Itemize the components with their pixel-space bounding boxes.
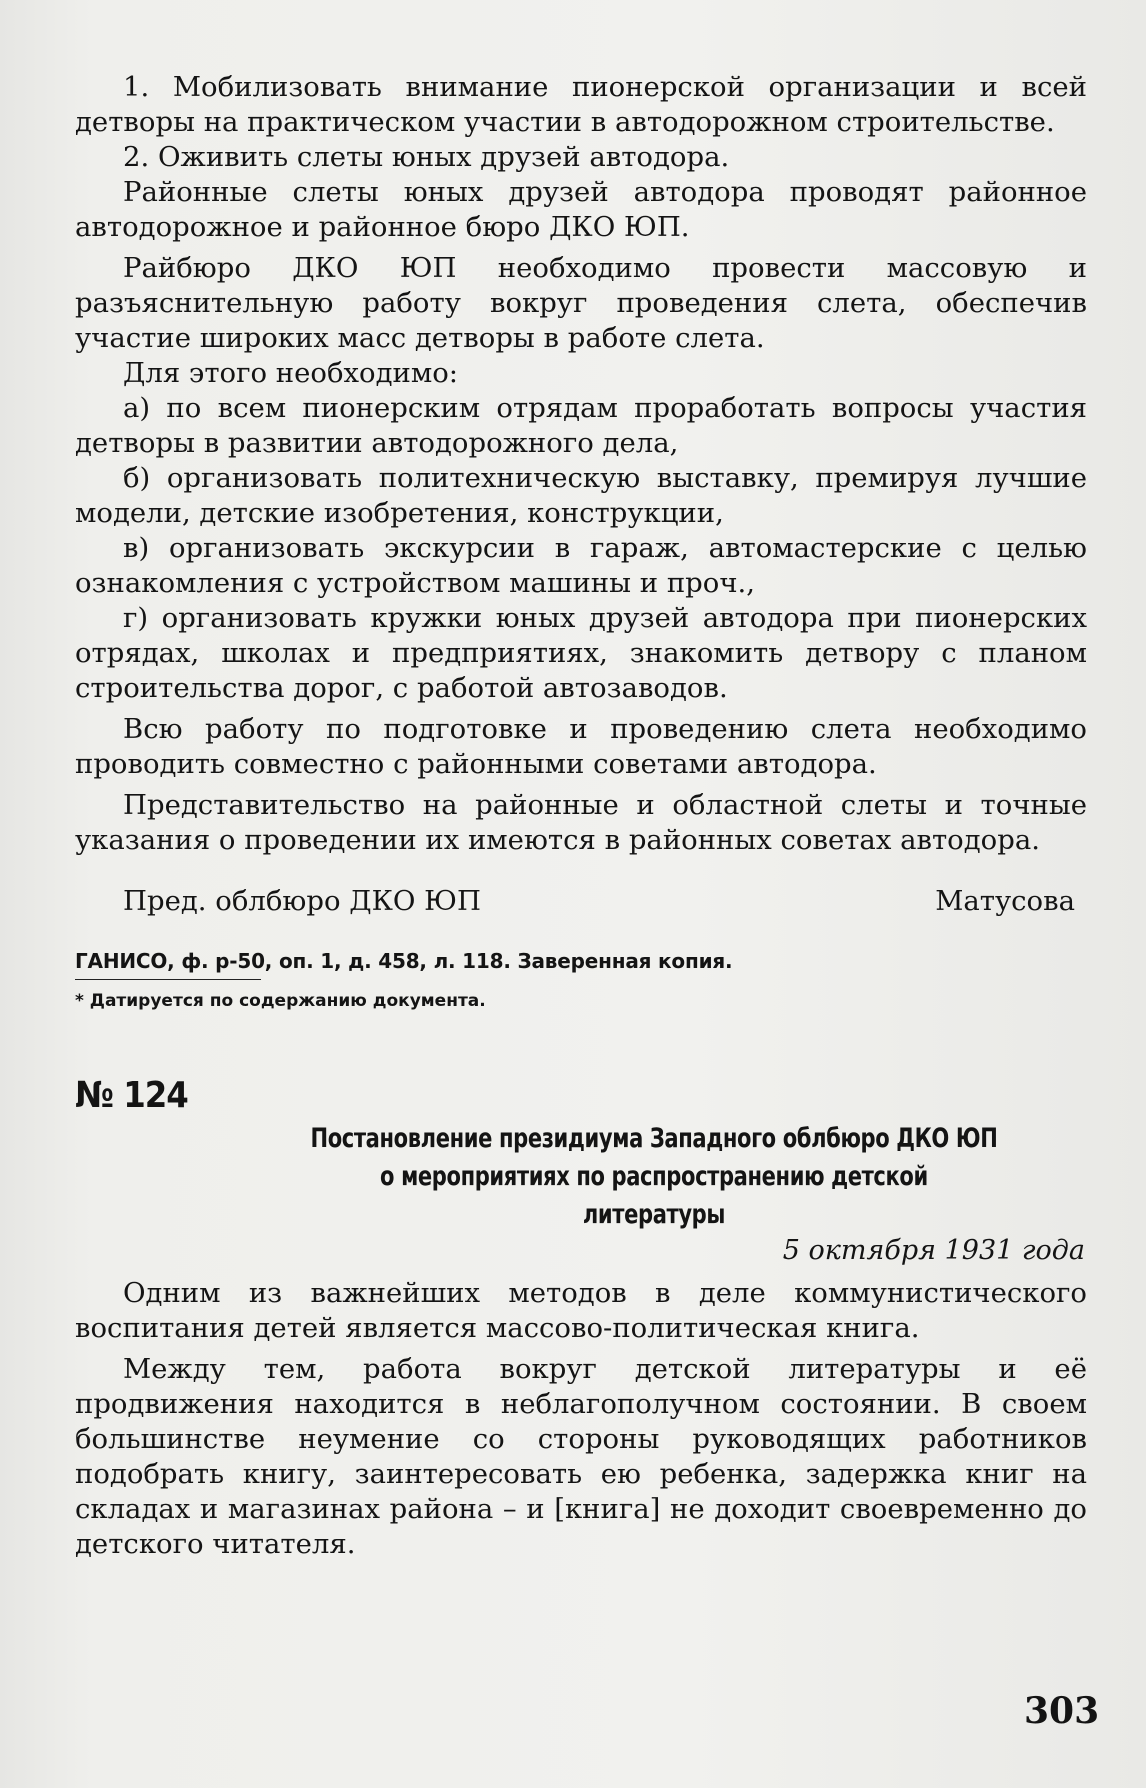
signature-name: Матусова xyxy=(935,885,1075,917)
top-text-block xyxy=(75,70,1087,858)
paragraph: Для этого необходимо: xyxy=(123,357,459,389)
signature-position: Пред. облбюро ДКО ЮП xyxy=(123,885,481,917)
paragraph: Представительство на районные и областной слеты и точные указания о проведении их имеются в районных советах автодора. xyxy=(75,789,1087,856)
paragraph: Между тем, работа вокруг детской литературы и её продвижения находится в неблагополучном состоянии. В своем большинстве неумение со стороны руководящих работников подобрать книгу, заинтересовать ею ребенка, задержка книг на складах и магазинах района – и [книга] не доходит своевременно до детского читателя. xyxy=(75,1353,1087,1560)
page-content xyxy=(75,70,1087,1562)
paragraph: б) организовать политехническую выставку, премируя лучшие модели, детские изобретения, конструкции, xyxy=(75,462,1087,529)
document-date: 5 октября 1931 года xyxy=(782,1235,1085,1266)
paragraph: в) организовать экскурсии в гараж, автомастерские с целью ознакомления с устройством машины и проч., xyxy=(75,532,1087,599)
paragraph: а) по всем пионерским отрядам проработать вопросы участия детворы в развитии автодорожного дела, xyxy=(75,392,1087,459)
paragraph: Одним из важнейших методов в деле коммунистического воспитания детей является массово-политическая книга. xyxy=(75,1277,1087,1344)
bottom-text-block xyxy=(75,1276,1087,1562)
document-title xyxy=(209,1120,998,1234)
document-number: № 124 xyxy=(75,1075,188,1116)
paragraph: Райбюро ДКО ЮП необходимо провести массовую и разъяснительную работу вокруг проведения слета, обеспечив участие широких масс детворы в работе слета. xyxy=(75,252,1087,354)
document-title-line: Постановление президиума Западного облбюро ДКО ЮП xyxy=(310,1123,998,1154)
paragraph: 1. Мобилизовать внимание пионерской организации и всей детворы на практическом участии в автодорожном строительстве. xyxy=(75,71,1087,138)
footnote: * Датируется по содержанию документа. xyxy=(75,991,486,1011)
paragraph: Всю работу по подготовке и проведению слета необходимо проводить совместно с районными советами автодора. xyxy=(75,713,1087,780)
page-number: 303 xyxy=(1024,1690,1100,1732)
paragraph: г) организовать кружки юных друзей автодора при пионерских отрядах, школах и предприятиях, знакомить детвору с планом строительства дорог, с работой автозаводов. xyxy=(75,602,1087,704)
paragraph: 2. Оживить слеты юных друзей автодора. xyxy=(123,141,730,173)
signature-line xyxy=(75,884,1087,919)
paragraph: Районные слеты юных друзей автодора проводят районное автодорожное и районное бюро ДКО ЮП. xyxy=(75,176,1087,243)
archive-reference: ГАНИСО, ф. р-50, оп. 1, д. 458, л. 118. Заверенная копия. xyxy=(75,949,733,973)
footnote-divider xyxy=(75,979,261,980)
document-title-line: о мероприятиях по распространению детской литературы xyxy=(380,1161,928,1230)
